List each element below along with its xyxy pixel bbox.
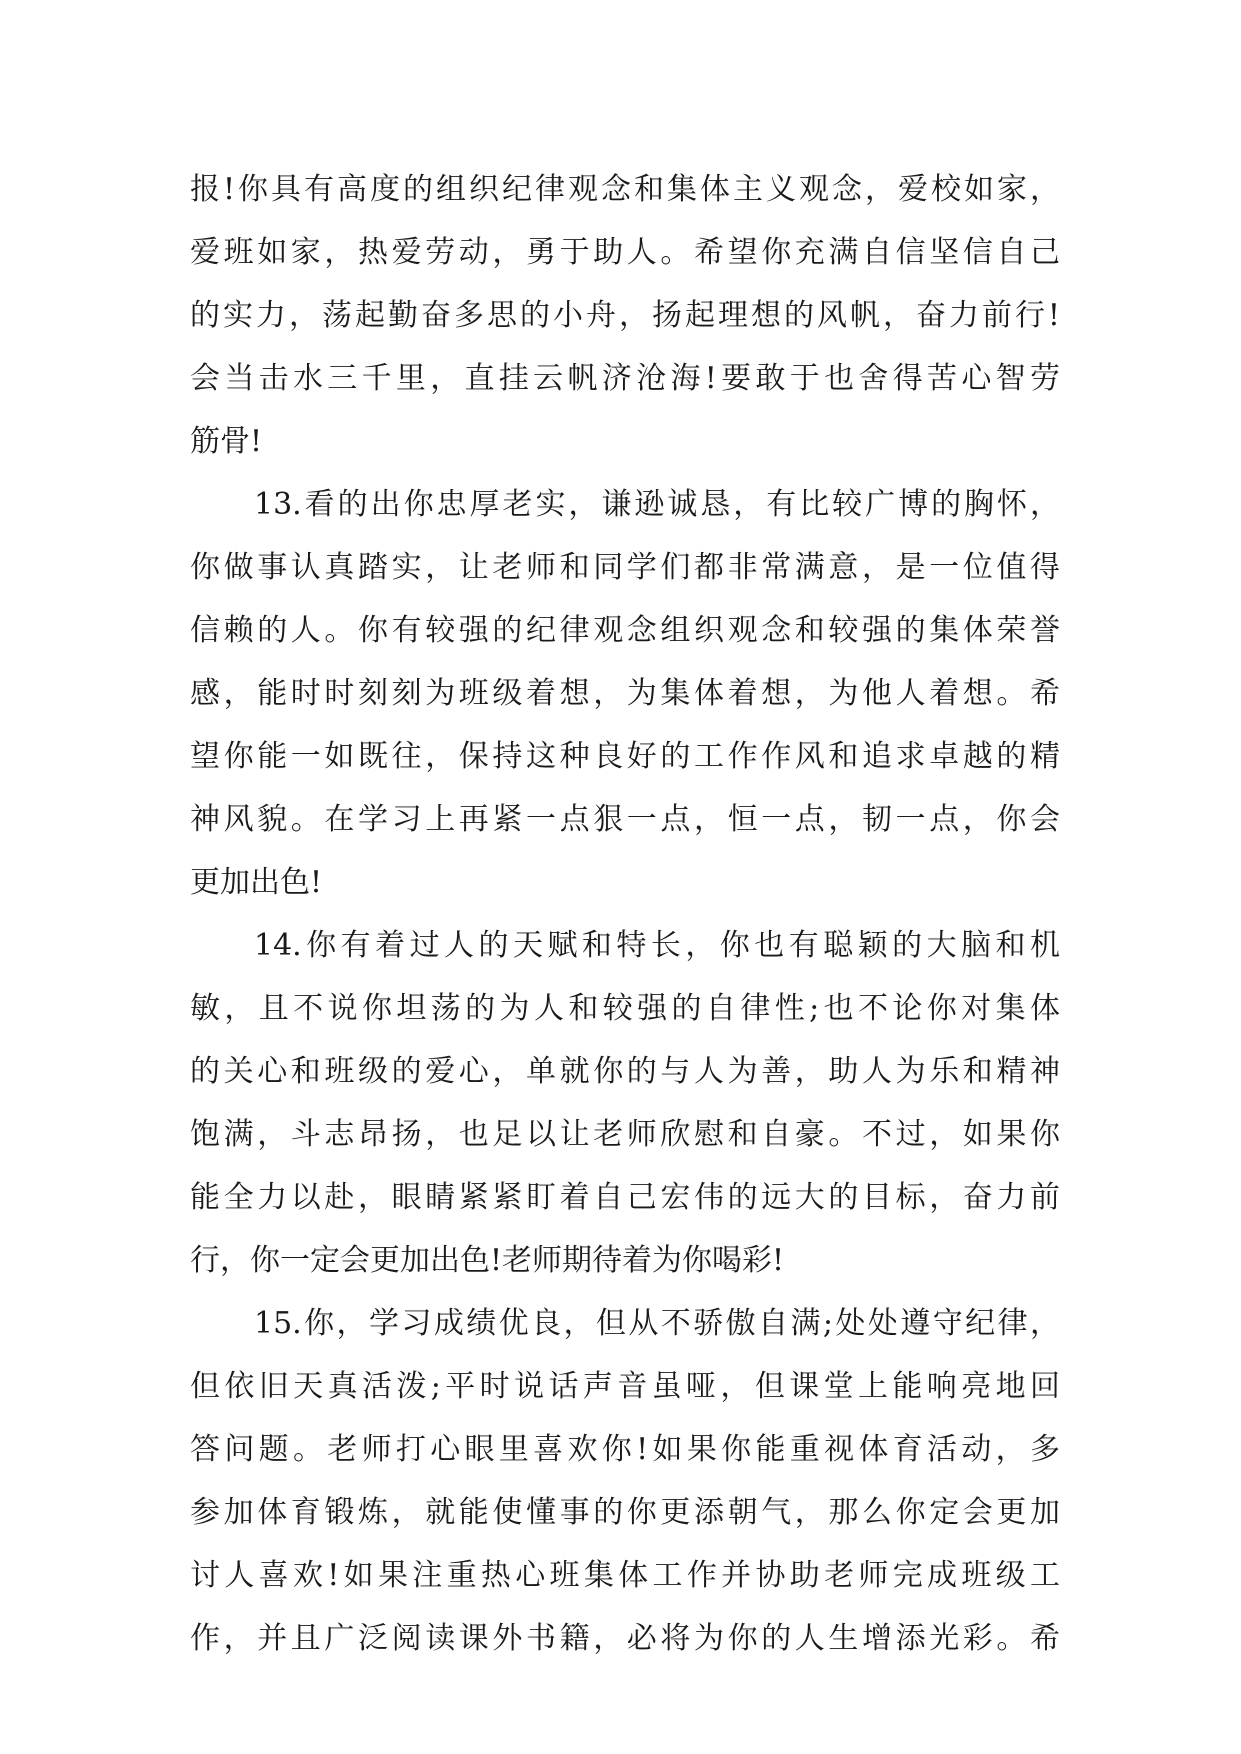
text-line: 你做事认真踏实，让老师和同学们都非常满意，是一位值得 [190, 550, 1060, 585]
text-line: 讨人喜欢!如果注重热心班集体工作并协助老师完成班级工 [190, 1558, 1060, 1593]
text-line: 报!你具有高度的组织纪律观念和集体主义观念，爱校如家， [190, 172, 1060, 207]
paragraph-13 [190, 473, 1060, 914]
text-line: 15.你，学习成绩优良，但从不骄傲自满;处处遵守纪律， [254, 1306, 1060, 1341]
text-line: 神风貌。在学习上再紧一点狠一点，恒一点，韧一点，你会 [190, 802, 1060, 837]
text-line: 望你能一如既往，保持这种良好的工作作风和追求卓越的精 [190, 739, 1060, 774]
text-line: 但依旧天真活泼;平时说话声音虽哑，但课堂上能响亮地回 [190, 1369, 1060, 1404]
document-body [190, 158, 1060, 1670]
text-line: 敏，且不说你坦荡的为人和较强的自律性;也不论你对集体 [190, 991, 1060, 1026]
paragraph-12-continued [190, 158, 1060, 473]
text-line: 参加体育锻炼，就能使懂事的你更添朝气，那么你定会更加 [190, 1495, 1060, 1530]
text-line: 感，能时时刻刻为班级着想，为集体着想，为他人着想。希 [190, 676, 1060, 711]
text-line: 信赖的人。你有较强的纪律观念组织观念和较强的集体荣誉 [190, 613, 1060, 648]
text-line: 13.看的出你忠厚老实，谦逊诚恳，有比较广博的胸怀， [254, 487, 1060, 522]
text-line: 饱满，斗志昂扬，也足以让老师欣慰和自豪。不过，如果你 [190, 1117, 1060, 1152]
text-line: 筋骨! [190, 424, 263, 459]
text-line: 14.你有着过人的天赋和特长，你也有聪颖的大脑和机 [254, 928, 1060, 963]
text-line: 的关心和班级的爱心，单就你的与人为善，助人为乐和精神 [190, 1054, 1060, 1089]
text-line: 更加出色! [190, 865, 323, 900]
paragraph-15 [190, 1292, 1060, 1670]
text-line: 爱班如家，热爱劳动，勇于助人。希望你充满自信坚信自己 [190, 235, 1060, 270]
paragraph-14 [190, 914, 1060, 1292]
text-line: 会当击水三千里，直挂云帆济沧海!要敢于也舍得苦心智劳 [190, 361, 1060, 396]
text-line: 的实力，荡起勤奋多思的小舟，扬起理想的风帆，奋力前行! [190, 298, 1060, 333]
text-line: 作，并且广泛阅读课外书籍，必将为你的人生增添光彩。希 [190, 1621, 1060, 1656]
text-line: 行，你一定会更加出色!老师期待着为你喝彩! [190, 1243, 785, 1278]
text-line: 答问题。老师打心眼里喜欢你!如果你能重视体育活动，多 [190, 1432, 1060, 1467]
text-line: 能全力以赴，眼睛紧紧盯着自己宏伟的远大的目标，奋力前 [190, 1180, 1060, 1215]
